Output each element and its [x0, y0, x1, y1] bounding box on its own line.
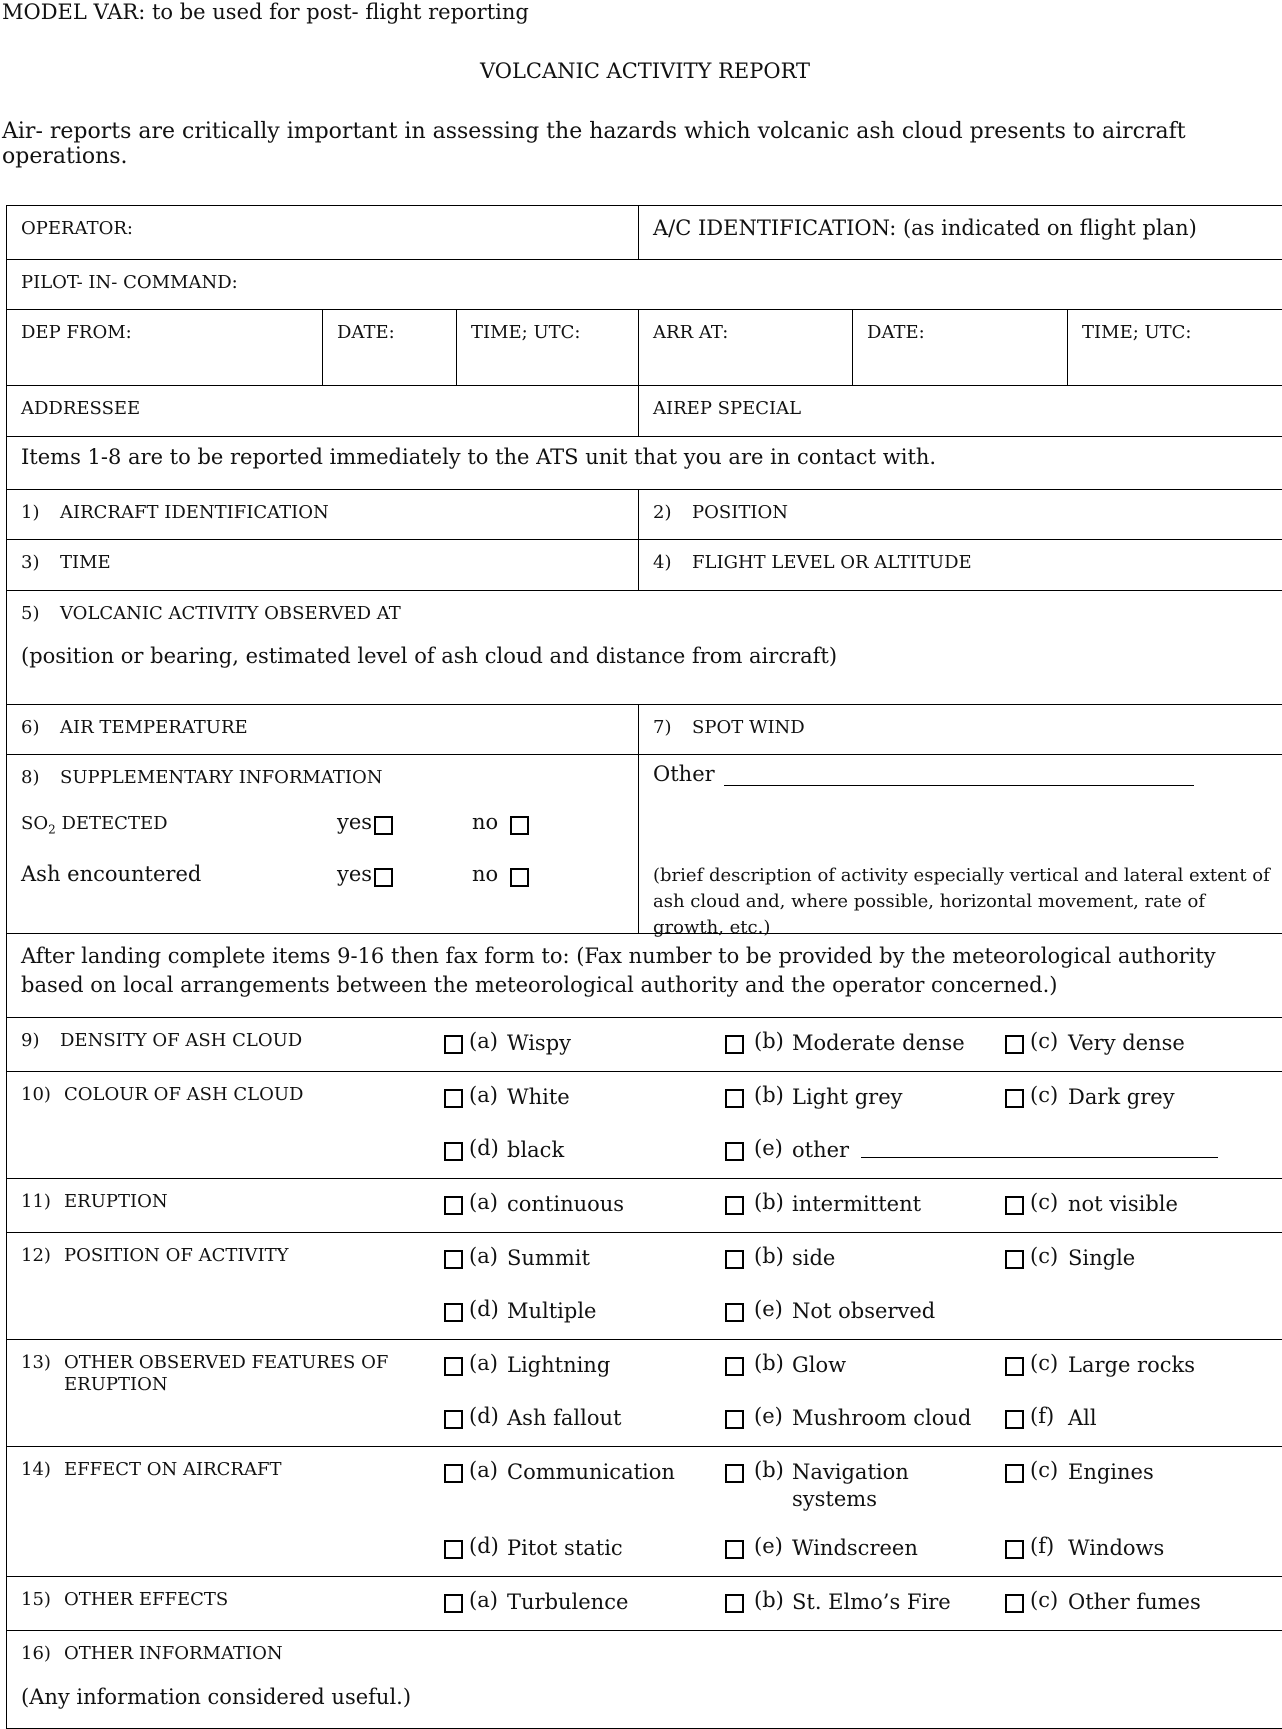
option-intermittent[interactable]: (b) intermittent — [725, 1179, 1005, 1218]
dep-date-field[interactable]: DATE: — [323, 310, 457, 386]
ash-no[interactable]: no — [472, 863, 535, 887]
other-input-line[interactable] — [724, 765, 1194, 786]
option-communication[interactable]: (a) Communication — [444, 1447, 725, 1486]
option-windows[interactable]: (f) Windows — [1005, 1523, 1255, 1562]
item-7-spot-wind[interactable]: 7) SPOT WIND — [639, 705, 1282, 755]
item-16-other-information[interactable]: 16) OTHER INFORMATION (Any information considered useful.) — [7, 1631, 1282, 1729]
item-11-eruption: 11) ERUPTION (a) continuous (b) intermittent (c) not visible — [7, 1179, 1282, 1233]
airep-special-field[interactable]: AIREP SPECIAL — [639, 386, 1282, 437]
item-8-other — [639, 755, 1282, 938]
option-mushroom-cloud[interactable]: (e) Mushroom cloud — [725, 1393, 1005, 1432]
intro-text: Air- reports are critically important in assessing the hazards which volcanic ash cloud presents to aircraft operations. — [2, 119, 1186, 169]
option-ash-fallout[interactable]: (d) Ash fallout — [444, 1393, 725, 1432]
option-lightning[interactable]: (a) Lightning — [444, 1340, 725, 1379]
option-moderate-dense[interactable]: (b) Moderate dense — [725, 1018, 1005, 1057]
brief-description: (brief description of activity especially vertical and lateral extent of ash cloud and, where possible, horizontal movement, rate of growth, etc.) — [653, 865, 1270, 938]
option-windscreen[interactable]: (e) Windscreen — [725, 1523, 1005, 1562]
option-wispy[interactable]: (a) Wispy — [444, 1018, 725, 1057]
item-14-effect-on-aircraft: 14) EFFECT ON AIRCRAFT (a) Communication (b) Navigation systems (c) Engines (d) Pitot static (e) Windscreen (f) Windows — [7, 1447, 1282, 1577]
option-glow[interactable]: (b) Glow — [725, 1340, 1005, 1379]
dep-from-field[interactable]: DEP FROM: — [7, 310, 323, 386]
notice-items-1-8: Items 1-8 are to be reported immediately to the ATS unit that you are in contact with. — [7, 437, 1282, 490]
option-other-fumes[interactable]: (c) Other fumes — [1005, 1577, 1255, 1616]
item-5-note: (position or bearing, estimated level of ash cloud and distance from aircraft) — [21, 644, 838, 668]
addressee-field[interactable]: ADDRESSEE — [7, 386, 639, 437]
option-white[interactable]: (a) White — [444, 1072, 725, 1111]
item-3-time[interactable]: 3) TIME — [7, 540, 639, 591]
option-not-visible[interactable]: (c) not visible — [1005, 1179, 1255, 1218]
item-5-volcanic-activity[interactable]: 5) VOLCANIC ACTIVITY OBSERVED AT (position or bearing, estimated level of ash cloud and distance from aircraft) — [7, 591, 1282, 705]
model-var-line: MODEL VAR: to be used for post- flight reporting — [2, 0, 529, 24]
so2-yes[interactable]: yes — [337, 811, 399, 835]
operator-field[interactable]: OPERATOR: — [7, 206, 639, 260]
item-10-colour: 10) COLOUR OF ASH CLOUD (a) White (b) Light grey (c) Dark grey (d) black (e) other — [7, 1072, 1282, 1179]
other-label: Other — [653, 762, 715, 786]
option-summit[interactable]: (a) Summit — [444, 1233, 725, 1272]
pilot-in-command-field[interactable]: PILOT- IN- COMMAND: — [7, 260, 1282, 310]
document-title: VOLCANIC ACTIVITY REPORT — [479, 59, 811, 83]
item-16-note: (Any information considered useful.) — [21, 1685, 412, 1709]
option-large-rocks[interactable]: (c) Large rocks — [1005, 1340, 1255, 1379]
option-navigation-systems[interactable]: (b) Navigation systems — [725, 1447, 1005, 1513]
so2-label: $SO_2$ DETECTED — [21, 813, 168, 837]
option-black[interactable]: (d) black — [444, 1125, 725, 1164]
ac-identification-field[interactable]: A/C IDENTIFICATION: (as indicated on flight plan) — [639, 206, 1282, 260]
option-very-dense[interactable]: (c) Very dense — [1005, 1018, 1255, 1057]
option-all[interactable]: (f) All — [1005, 1393, 1255, 1432]
option-side[interactable]: (b) side — [725, 1233, 1005, 1272]
item-6-air-temperature[interactable]: 6) AIR TEMPERATURE — [7, 705, 639, 755]
item-2-position[interactable]: 2) POSITION — [639, 490, 1282, 540]
dep-time-field[interactable]: TIME; UTC: — [457, 310, 639, 386]
option-other-colour[interactable]: (e) other — [725, 1125, 1255, 1164]
arr-at-field[interactable]: ARR AT: — [639, 310, 853, 386]
arr-date-field[interactable]: DATE: — [853, 310, 1068, 386]
ash-yes[interactable]: yes — [337, 863, 399, 887]
item-4-flight-level[interactable]: 4) FLIGHT LEVEL OR ALTITUDE — [639, 540, 1282, 591]
option-not-observed[interactable]: (e) Not observed — [725, 1286, 1005, 1325]
option-continuous[interactable]: (a) continuous — [444, 1179, 725, 1218]
notice-items-9-16: After landing complete items 9-16 then fax form to: (Fax number to be provided by the meteorological authority based on local arrangements between the meteorological authority and the operator concerned.) — [7, 934, 1282, 1018]
item-13-features: 13) OTHER OBSERVED FEATURES OF ERUPTION (a) Lightning (b) Glow (c) Large rocks (d) Ash fallout (e) Mushroom cloud (f) All — [7, 1340, 1282, 1447]
so2-no[interactable]: no — [472, 811, 535, 835]
option-multiple[interactable]: (d) Multiple — [444, 1286, 725, 1325]
item-12-position: 12) POSITION OF ACTIVITY (a) Summit (b) side (c) Single (d) Multiple (e) Not observed — [7, 1233, 1282, 1340]
option-turbulence[interactable]: (a) Turbulence — [444, 1577, 725, 1616]
item-9-density: 9) DENSITY OF ASH CLOUD (a) Wispy (b) Moderate dense (c) Very dense — [7, 1018, 1282, 1072]
option-pitot-static[interactable]: (d) Pitot static — [444, 1523, 725, 1562]
item-15-other-effects: 15) OTHER EFFECTS (a) Turbulence (b) St. Elmo’s Fire (c) Other fumes — [7, 1577, 1282, 1631]
option-light-grey[interactable]: (b) Light grey — [725, 1072, 1005, 1111]
other-colour-line[interactable] — [861, 1137, 1218, 1158]
item-8-supplementary: 8) SUPPLEMENTARY INFORMATION $SO_2$ DETECTED yes no Ash encountered yes no — [7, 755, 639, 934]
option-engines[interactable]: (c) Engines — [1005, 1447, 1255, 1486]
item-1-aircraft-identification[interactable]: 1) AIRCRAFT IDENTIFICATION — [7, 490, 639, 540]
option-single[interactable]: (c) Single — [1005, 1233, 1255, 1272]
option-dark-grey[interactable]: (c) Dark grey — [1005, 1072, 1255, 1111]
option-st-elmos-fire[interactable]: (b) St. Elmo’s Fire — [725, 1577, 1005, 1616]
arr-time-field[interactable]: TIME; UTC: — [1068, 310, 1282, 386]
ash-encountered-label: Ash encountered — [21, 862, 202, 886]
report-form — [6, 205, 1282, 1729]
